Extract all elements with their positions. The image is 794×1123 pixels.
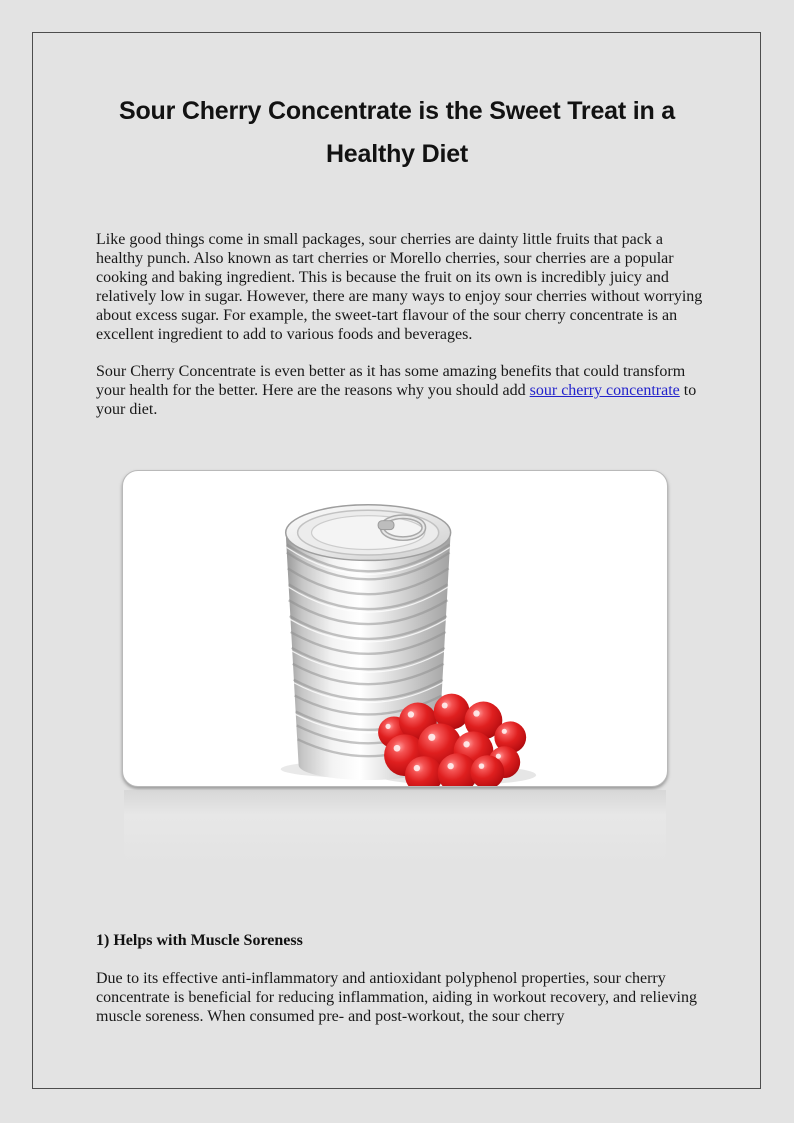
page-title-line-1: Sour Cherry Concentrate is the Sweet Treat in a bbox=[118, 97, 676, 125]
section-1-heading: 1) Helps with Muscle Soreness bbox=[96, 932, 303, 949]
benefits-paragraph bbox=[96, 362, 710, 419]
sour-cherry-concentrate-link[interactable]: sour cherry concentrate bbox=[529, 382, 680, 399]
page-title-line-2: Healthy Diet bbox=[325, 140, 469, 168]
section-1-paragraph: Due to its effective anti-inflammatory and antioxidant polyphenol properties, sour cherry concentrate is beneficial for reducing inflammation, aiding in workout recovery, and relieving muscle soreness. When consumed pre- and post-workout, the sour cherry bbox=[96, 970, 697, 1025]
page-title bbox=[60, 90, 734, 176]
product-image-card bbox=[122, 470, 668, 787]
tin-can-and-cherries-illustration bbox=[123, 471, 667, 786]
image-card-reflection bbox=[124, 790, 666, 862]
benefits-paragraph-post: to your diet. bbox=[96, 382, 697, 418]
intro-paragraph: Like good things come in small packages, sour cherries are dainty little fruits that pack a healthy punch. Also known as tart cherries or Morello cherries, sour cherries are a popular cooking and baking ingredient. This is because the fruit on its own is incredibly juicy and relatively low in sugar. However, there are many ways to enjoy sour cherries without worrying about excess sugar. For example, the sweet-tart flavour of the sour cherry concentrate is an excellent ingredient to add to various foods and beverages. bbox=[96, 231, 703, 343]
benefits-paragraph-pre: Sour Cherry Concentrate is even better as it has some amazing benefits that could transform your health for the better. Here are the reasons why you should add bbox=[96, 363, 686, 399]
